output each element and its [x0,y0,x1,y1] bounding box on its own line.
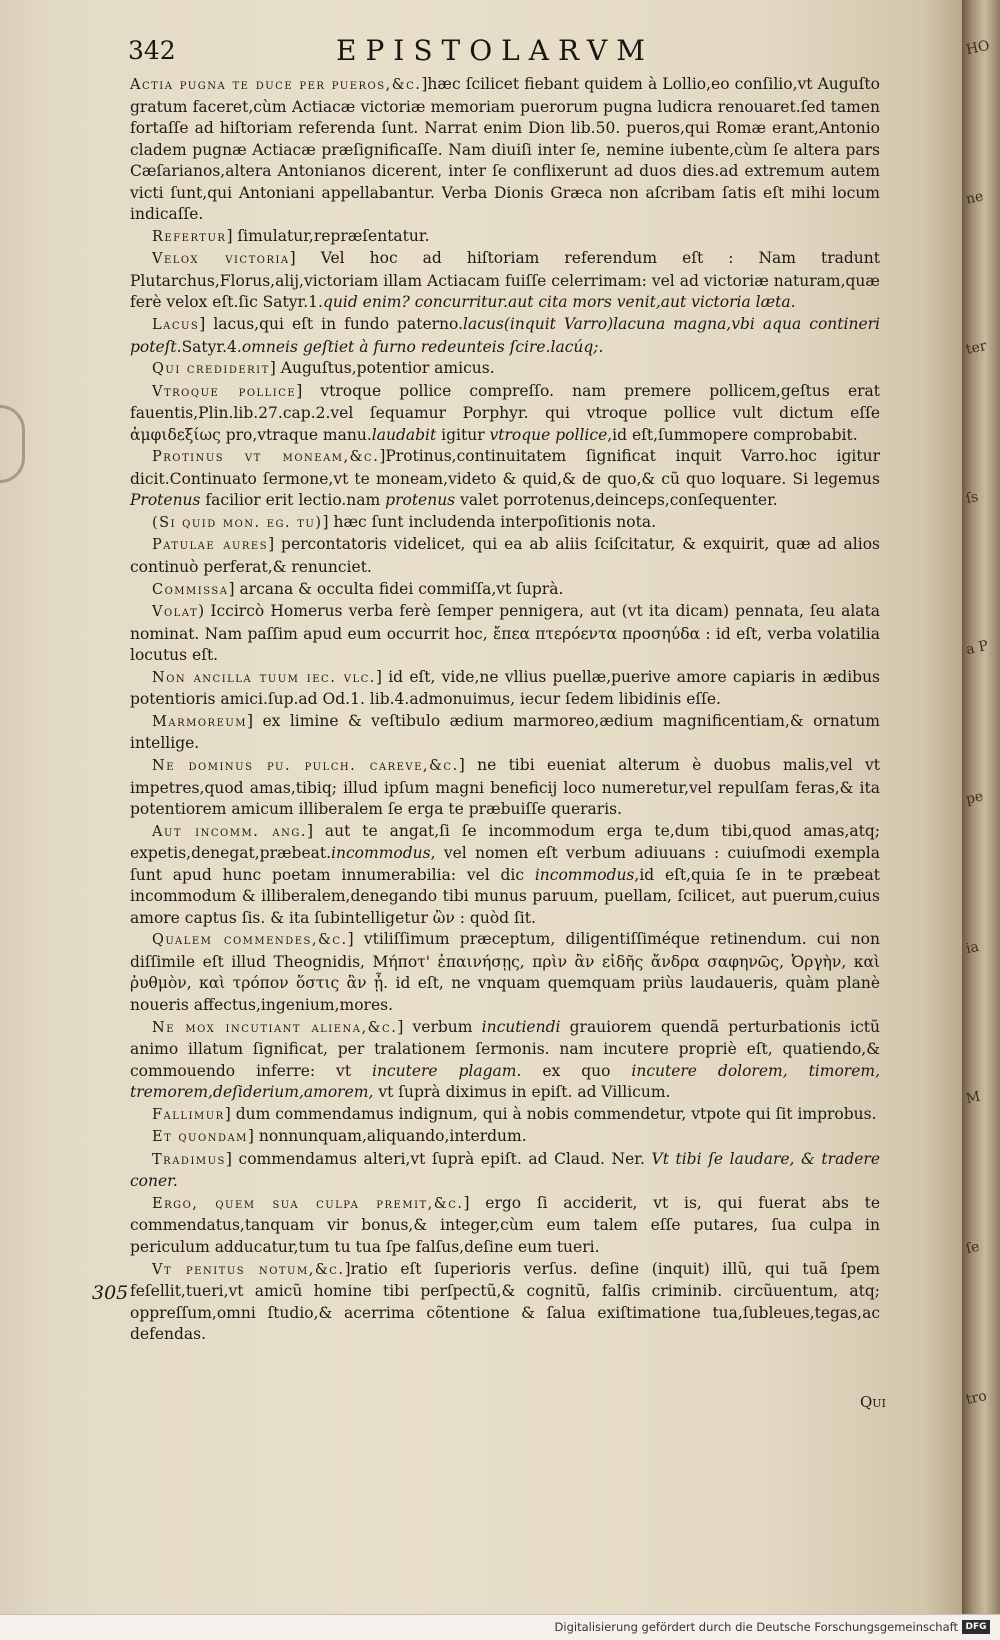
gloss-text: facilior erit lectio.nam [200,491,386,510]
lemma: Qui crediderit [152,361,270,378]
margin-note: 305 [92,1282,129,1304]
gloss-text: quid enim? concurritur.aut cita mors venit,aut victoria læta. [322,293,796,312]
adjacent-page-edge [962,0,1000,1614]
gloss-text: Satyr.4. [181,337,242,356]
lemma: Actia pugna te duce per pueros,&c. [130,77,422,93]
commentary-paragraph [130,1259,880,1346]
gloss-text: ] dum commendamus indignum, qui à nobis commendetur, vtpote qui ſit improbus. [224,1104,877,1123]
lemma: Non ancilla tuum iec. vlc. [152,669,376,686]
spine-fragment: M [964,1088,982,1108]
page-number: 342 [128,36,176,65]
gloss-text: lacus(inquit Varro)lacuna magna,vbi aqua contineri poteſt. [130,315,880,356]
commentary-paragraph [130,1149,880,1193]
gloss-text: vtroque pollice [489,425,608,444]
commentary-paragraph [130,755,880,821]
spine-fragment: pe [964,788,985,808]
catchword: Qui [860,1393,886,1411]
commentary-paragraph [130,512,880,535]
gloss-text: ] hæc ſunt includenda interpoſitionis nota. [322,512,657,531]
lemma: Volat [152,604,199,621]
gloss-text: incommodus [331,844,431,863]
gloss-text: Protenus [130,491,201,510]
gloss-text: valet porrotenus,deinceps,conſequenter. [455,491,778,510]
lemma: Marmoreum [152,713,248,730]
commentary-paragraph [130,358,880,381]
commentary-paragraph [130,1104,880,1127]
gloss-text: igitur [436,425,490,444]
commentary-paragraph [130,1193,880,1259]
lemma: Vt penitus notum,&c. [152,1261,345,1278]
lemma: Ergo, quem sua culpa premit,&c. [152,1195,464,1212]
lemma: Patulae aures [152,537,269,554]
gloss-text: ex quo [521,1061,632,1080]
commentary-text [130,74,880,1346]
lemma: Ne dominus pu. pulch. careve,&c. [152,757,459,774]
commentary-paragraph [130,314,880,358]
gloss-text: ] lacus,qui eſt in fundo paterno. [199,315,463,334]
lemma: (Si quid mon. eg. tu) [152,514,323,531]
spine-fragment: ſe [964,1238,981,1258]
commentary-paragraph [130,248,880,314]
lemma: Et quondam [152,1129,248,1146]
lemma: Refertur [152,228,227,245]
gloss-text: protenus [385,491,456,510]
commentary-paragraph [130,534,880,578]
commentary-paragraph [130,381,880,447]
digitization-footer [0,1614,1000,1640]
gloss-text: vt ſuprà diximus in epiſt. ad Villicum. [373,1083,671,1102]
gloss-text: ] verbum [397,1017,482,1036]
commentary-paragraph [130,929,880,1016]
gloss-text: laudabit [371,425,437,444]
gloss-text: ,id eſt,ſummopere comprobabit. [607,425,858,444]
lemma: Vtroque pollice [152,383,297,400]
lemma: Velox victoria [152,251,290,268]
gloss-text: ] id eſt, vide,ne vllius puellæ,puerive amore capiaris in ædibus potentioris amici.ſup.ad Od.1. lib.4.admonuimus, iecur ſedem libidinis eſſe. [130,667,881,709]
lemma: Commissa [152,581,229,598]
lemma: Qualem commendes,&c. [152,932,348,949]
gloss-text: ] aut te angat,ſi ſe incommodum erga te,dum tibi,quod amas,atq; expetis,denegat,præbeat. [130,821,880,863]
spine-fragment: tro [964,1388,989,1408]
gloss-text: ] ſimulatur,repræſentatur. [226,226,430,245]
gloss-text: ,id eſt,quia ſe in te præbeat incommodum & illiberalem,denegando tibi munus paruum, puellam, ſcilicet, aut puerum,cuius amore captus ſis. & ita ſubintelligetur ὢν : quòd ſit. [130,865,881,927]
page-header [0,36,962,70]
gloss-text: ] percontatoris videlicet, qui ea ab aliis ſciſcitatur, & exquirit, quæ ad alios continuò perferat,& renunciet. [130,535,880,577]
gloss-text: ] nonnunquam,aliquando,interdum. [247,1127,527,1146]
gloss-text: ) Iccircò Homerus verba ferè ſemper pennigera, aut (vt ita dicam) pennata, ſeu alata nominat. Nam paſſim apud eum occurrit hoc, ἔπεα πτερόεντα προσηύδα : id eſt, verba volatilia locutus eſt. [130,602,880,665]
commentary-paragraph [130,667,880,711]
gloss-text: ] Vel hoc ad hiſtoriam referendum eſt : Nam tradunt Plutarchus,Florus,alij,victoriam illam Actiacam fuiſſe celerrimam: vel ad victoriæ naturam,quæ ferè velox eſt.ſic Satyr.1. [130,249,880,312]
lemma: Aut incomm. ang. [152,823,307,840]
gloss-text: ] ne tibi eueniat alterum è duobus malis,vel vt impetres,quod amas,tibiq; illud ipſum magni beneficij loco numeretur,vel repulſam feras,& ita potentiorem amicum illiberalem ſe erga te præbuiſſe queraris. [130,755,880,819]
gloss-text: ] commendamus alteri,vt ſuprà epiſt. ad Claud. Ner. [225,1149,652,1168]
dfg-logo: DFG [962,1620,990,1634]
gloss-text: ]ratio eſt ſuperioris verſus. deſine (inquit) illũ, qui tuã ſpem feſellit,tueri,vt amicũ homine tibi perſpectũ,& cognitũ, falſis criminib. circũuentum, atq; oppreſſum,omni ſtudio,& acerrima cõtentione & ſalua exiſtimatione tua,ſubleues,tegas,ac defendas. [130,1259,880,1344]
gloss-text: ] ergo ſi acciderit, vt is, qui fuerat abs te commendatus,tanquam vir bonus,& integer,cùm eum talem eſſe putares, ſua culpa in periculum adducatur,tum tu tua ſpe falſus,deſine eum tueri. [130,1193,880,1256]
lemma: Lacus [152,317,200,334]
gloss-text: incutiendi [481,1017,561,1036]
commentary-paragraph [130,821,880,930]
gloss-text: ] Auguſtus,potentior amicus. [269,359,495,378]
footer-credit: Digitalisierung gefördert durch die Deutsche Forschungsgemeinschaft [554,1620,958,1634]
commentary-paragraph [130,74,880,226]
gloss-text: ]hæc ſcilicet fiebant quidem à Lollio,eo conſilio,vt Auguſto gratum faceret,cùm Actiacæ victoriæ memoriam puerorum pugna ludicra renouaret.ſed tamen fortaſſe ad hiſtoriam referenda ſunt. Narrat enim Dion lib.50. pueros,qui Romæ erant,Antonio cladem pugnæ Actiacæ præſignificaſſe. Nam diuiſi inter ſe, nemine iubente,cùm ſe altera pars Cæſarianos,altera Antonianos dicerent, inter ſe conflixerunt ad duos dies.ad extremum autem victi ſunt,qui Antoniani appellabantur. Verba Dionis Græca non aſcribam ſatis eſt mihi locum indicaſſe. [130,75,880,224]
gloss-text: ] ex limine & veſtibulo ædium marmoreo,ædium magnificentiam,& ornatum intellige. [130,711,880,753]
gloss-text: ] vtiliſſimum præceptum, diligentiſſiméque retinendum. cui non diſſimile eſt illud Theognidis, Μήποτ' ἐπαινήσῃς, πρὶν ἂν εἰδῆς ἄνδρα σαφηνῶς, Ὀργὴν, καὶ ῥυθμὸν, καὶ τρόπον ὅστις ἂν ᾖ. id eſt, ne vnquam quemquam priùs laudaueris, quàm planè noueris affectus,ingenium,mores. [130,930,880,1014]
lemma: Fallimur [152,1106,225,1123]
lemma: Tradimus [152,1151,226,1168]
spine-fragment: ſs [964,488,980,508]
gloss-text: grauiorem quendã perturbationis ictũ animo illatum ſignificat, per tralationem ſermonis. nam incutere propriè eſt, quatiendo,& commouendo inferre: vt [130,1017,880,1080]
gloss-text: , vel nomen eſt verbum adiuuans : cuiuſmodi exempla ſunt apud hunc poetam innumerabilia: vel dic [130,844,880,884]
commentary-paragraph [130,711,880,755]
gloss-text: incommodus [534,865,635,884]
spine-fragment: ne [964,188,985,208]
running-title: EPISTOLARVM [336,34,654,67]
gloss-text: incutere dolorem, timorem, tremorem,deſiderium,amorem, [130,1061,880,1102]
lemma: Protinus vt moneam,&c. [152,449,380,466]
clasp-mark [0,405,25,483]
gloss-text: Vt tibi ſe laudare, & tradere coner. [130,1149,880,1191]
gloss-text: omneis geſtiet à furno redeunteis ſcire.lacúq;. [241,337,604,356]
spine-fragment: ia [964,938,981,958]
commentary-paragraph [130,1017,880,1104]
commentary-paragraph [130,601,880,667]
commentary-paragraph [130,446,880,512]
gloss-text: incutere plagam. [371,1061,522,1080]
gloss-text: ]Protinus,continuitatem ſignificat inquit Varro.hoc igitur dicit.Continuato ſermone,vt te moneam,videto & quid,& de quo,& cũ quo loquare. Si legemus [130,447,881,488]
commentary-paragraph [130,226,880,249]
gloss-text: ] arcana & occulta fidei commiſſa,vt ſuprà. [228,579,564,598]
commentary-paragraph [130,579,880,602]
commentary-paragraph [130,1126,880,1149]
spine-fragment: HO [964,37,992,59]
spine-fragment: ter [964,338,989,358]
lemma: Ne mox incutiant aliena,&c. [152,1019,398,1036]
spine-fragment: a P [964,637,990,659]
gloss-text: ] vtroque pollice compreſſo. nam premere pollicem,geſtus erat fauentis,Plin.lib.27.cap.2.vel ſequamur Porphyr. qui vtroque pollice vult dictum eſſe ἀμφιδεξίως pro,vtraque manu. [130,381,881,444]
